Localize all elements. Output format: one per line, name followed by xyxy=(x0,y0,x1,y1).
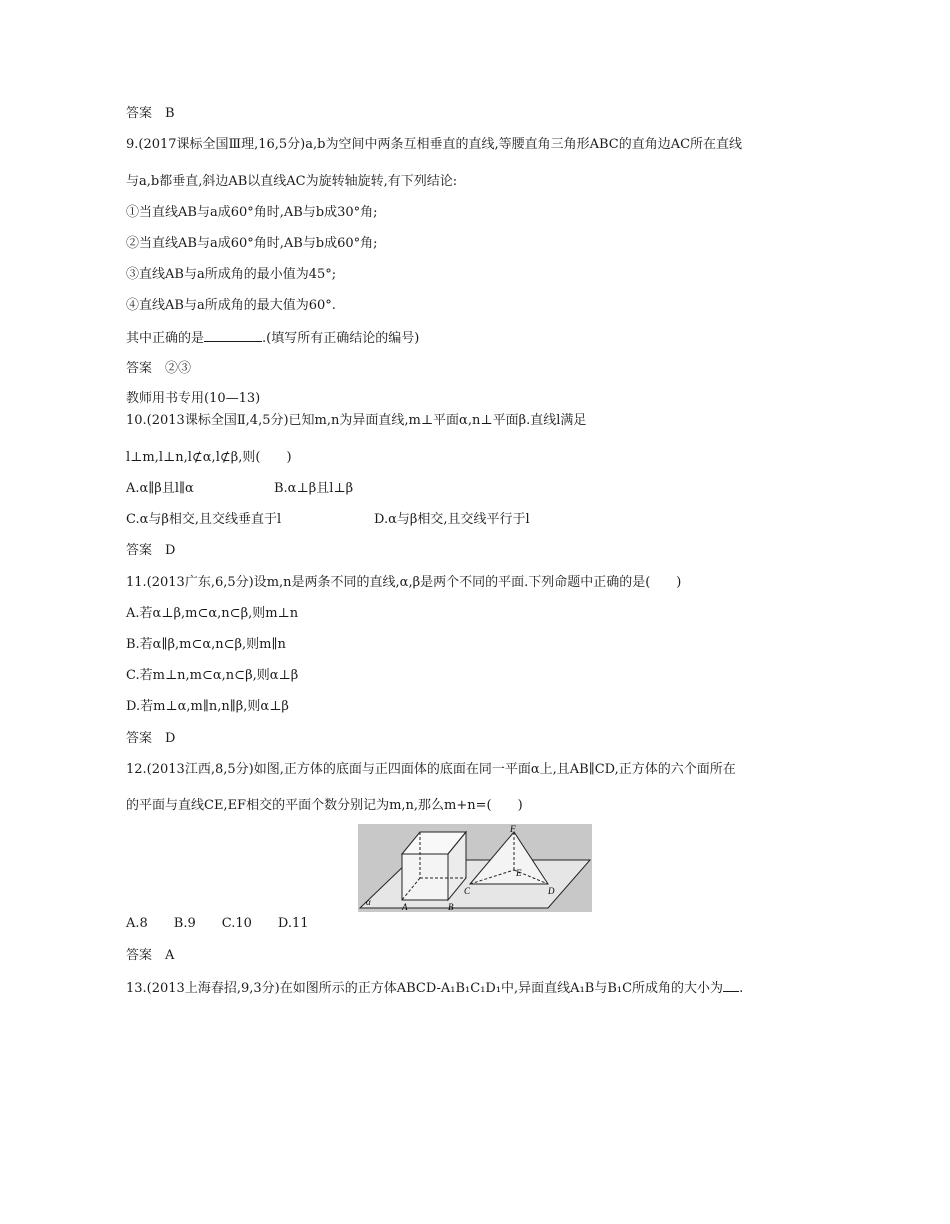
answer-blank xyxy=(204,329,262,342)
conclusion-4: ④直线AB与a所成角的最大值为60°. xyxy=(126,298,336,313)
option-a: A.α∥β且l∥α xyxy=(126,481,194,496)
question-13-stem xyxy=(126,979,743,997)
question-12-stem-1: 12.(2013江西,8,5分)如图,正方体的底面与正四面体的底面在同一平面α上,且AB∥CD,正方体的六个面所在 xyxy=(126,762,736,777)
prompt-text: 其中正确的是 xyxy=(126,331,205,346)
figure-drawing xyxy=(358,824,592,912)
question-9-prompt xyxy=(126,329,419,347)
question-9-stem-2: 与a,b都垂直,斜边AB以直线AC为旋转轴旋转,有下列结论: xyxy=(126,174,458,189)
tetrahedron-front xyxy=(470,832,548,884)
option-b: B.α⊥β且l⊥β xyxy=(274,481,354,496)
question-10-stem-1: 10.(2013课标全国Ⅱ,4,5分)已知m,n为异面直线,m⊥平面α,n⊥平面β.直线l满足 xyxy=(126,413,587,428)
question-11-option-c: C.若m⊥n,m⊂α,n⊂β,则α⊥β xyxy=(126,668,299,683)
conclusion-3: ③直线AB与a所成角的最小值为45°; xyxy=(126,267,337,282)
question-12-stem-2: 的平面与直线CE,EF相交的平面个数分别记为m,n,那么m+n=( ) xyxy=(126,798,523,813)
q13-text: 13.(2013上海春招,9,3分)在如图所示的正方体ABCD-A₁B₁C₁D₁中,异面直线A₁B与B₁C所成角的大小为 xyxy=(126,981,724,996)
q13-blank xyxy=(723,979,739,992)
question-10-stem-2: l⊥m,l⊥n,l⊄α,l⊄β,则( ) xyxy=(126,450,292,465)
conclusion-2: ②当直线AB与a成60°角时,AB与b成60°角; xyxy=(126,236,378,251)
cube-tetrahedron-figure xyxy=(358,824,592,912)
label-b: B xyxy=(448,902,454,912)
prompt-note: .(填写所有正确结论的编号) xyxy=(262,331,420,346)
option-c: C.α与β相交,且交线垂直于l xyxy=(126,512,282,527)
label-f: F xyxy=(510,824,516,834)
label-e: E xyxy=(516,868,522,878)
question-9-stem-1: 9.(2017课标全国Ⅲ理,16,5分)a,b为空间中两条互相垂直的直线,等腰直角三角形ABC的直角边AC所在直线 xyxy=(126,137,743,152)
question-11-stem: 11.(2013广东,6,5分)设m,n是两条不同的直线,α,β是两个不同的平面.下列命题中正确的是( ) xyxy=(126,575,682,590)
line-1: 答案 B xyxy=(126,106,175,121)
label-d: D xyxy=(548,886,555,896)
answer-12: 答案 A xyxy=(126,948,175,963)
cube-front-face xyxy=(402,854,448,900)
answer-10: 答案 D xyxy=(126,543,176,558)
question-11-option-b: B.若α∥β,m⊂α,n⊂β,则m∥n xyxy=(126,637,286,652)
question-11-option-d: D.若m⊥α,m∥n,n∥β,则α⊥β xyxy=(126,699,289,714)
q13-end: . xyxy=(739,981,744,996)
option-d: D.α与β相交,且交线平行于l xyxy=(374,512,530,527)
section-heading: 教师用书专用(10—13) xyxy=(126,391,261,406)
label-c: C xyxy=(464,886,471,896)
answer-11: 答案 D xyxy=(126,731,176,746)
question-11-option-a: A.若α⊥β,m⊂α,n⊂β,则m⊥n xyxy=(126,606,299,621)
conclusion-1: ①当直线AB与a成60°角时,AB与b成30°角; xyxy=(126,205,378,220)
label-alpha: α xyxy=(366,897,371,907)
question-10-options-cd xyxy=(126,512,530,528)
label-a: A xyxy=(402,902,408,912)
question-10-options-ab xyxy=(126,481,354,497)
answer-9: 答案 ②③ xyxy=(126,361,192,376)
question-12-options: A.8 B.9 C.10 D.11 xyxy=(126,916,309,931)
